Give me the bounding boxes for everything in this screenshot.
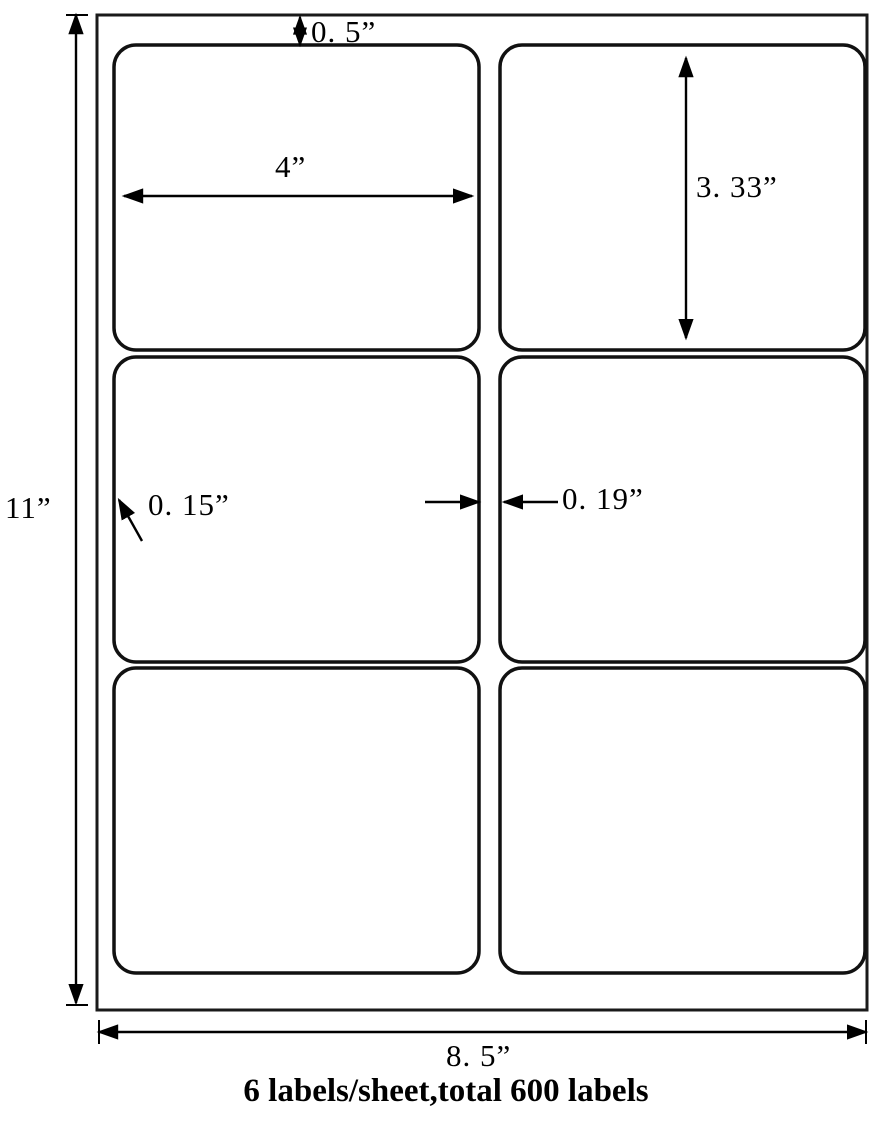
top-margin-label: 0. 5” [311,14,377,49]
sheet-width-label: 8. 5” [446,1038,512,1073]
sheet-height-label: 11” [5,490,52,525]
label-cell [500,668,865,973]
label-cell [500,45,865,350]
label-cell [500,357,865,662]
label-cell [114,668,479,973]
sheet-height-dimension [66,15,88,1005]
label-width-label: 4” [275,149,307,184]
side-margin-label: 0. 15” [148,487,230,522]
label-height-label: 3. 33” [696,169,778,204]
diagram-caption: 6 labels/sheet,total 600 labels [243,1073,649,1109]
label-cell [114,45,479,350]
gutter-label: 0. 19” [562,481,644,516]
